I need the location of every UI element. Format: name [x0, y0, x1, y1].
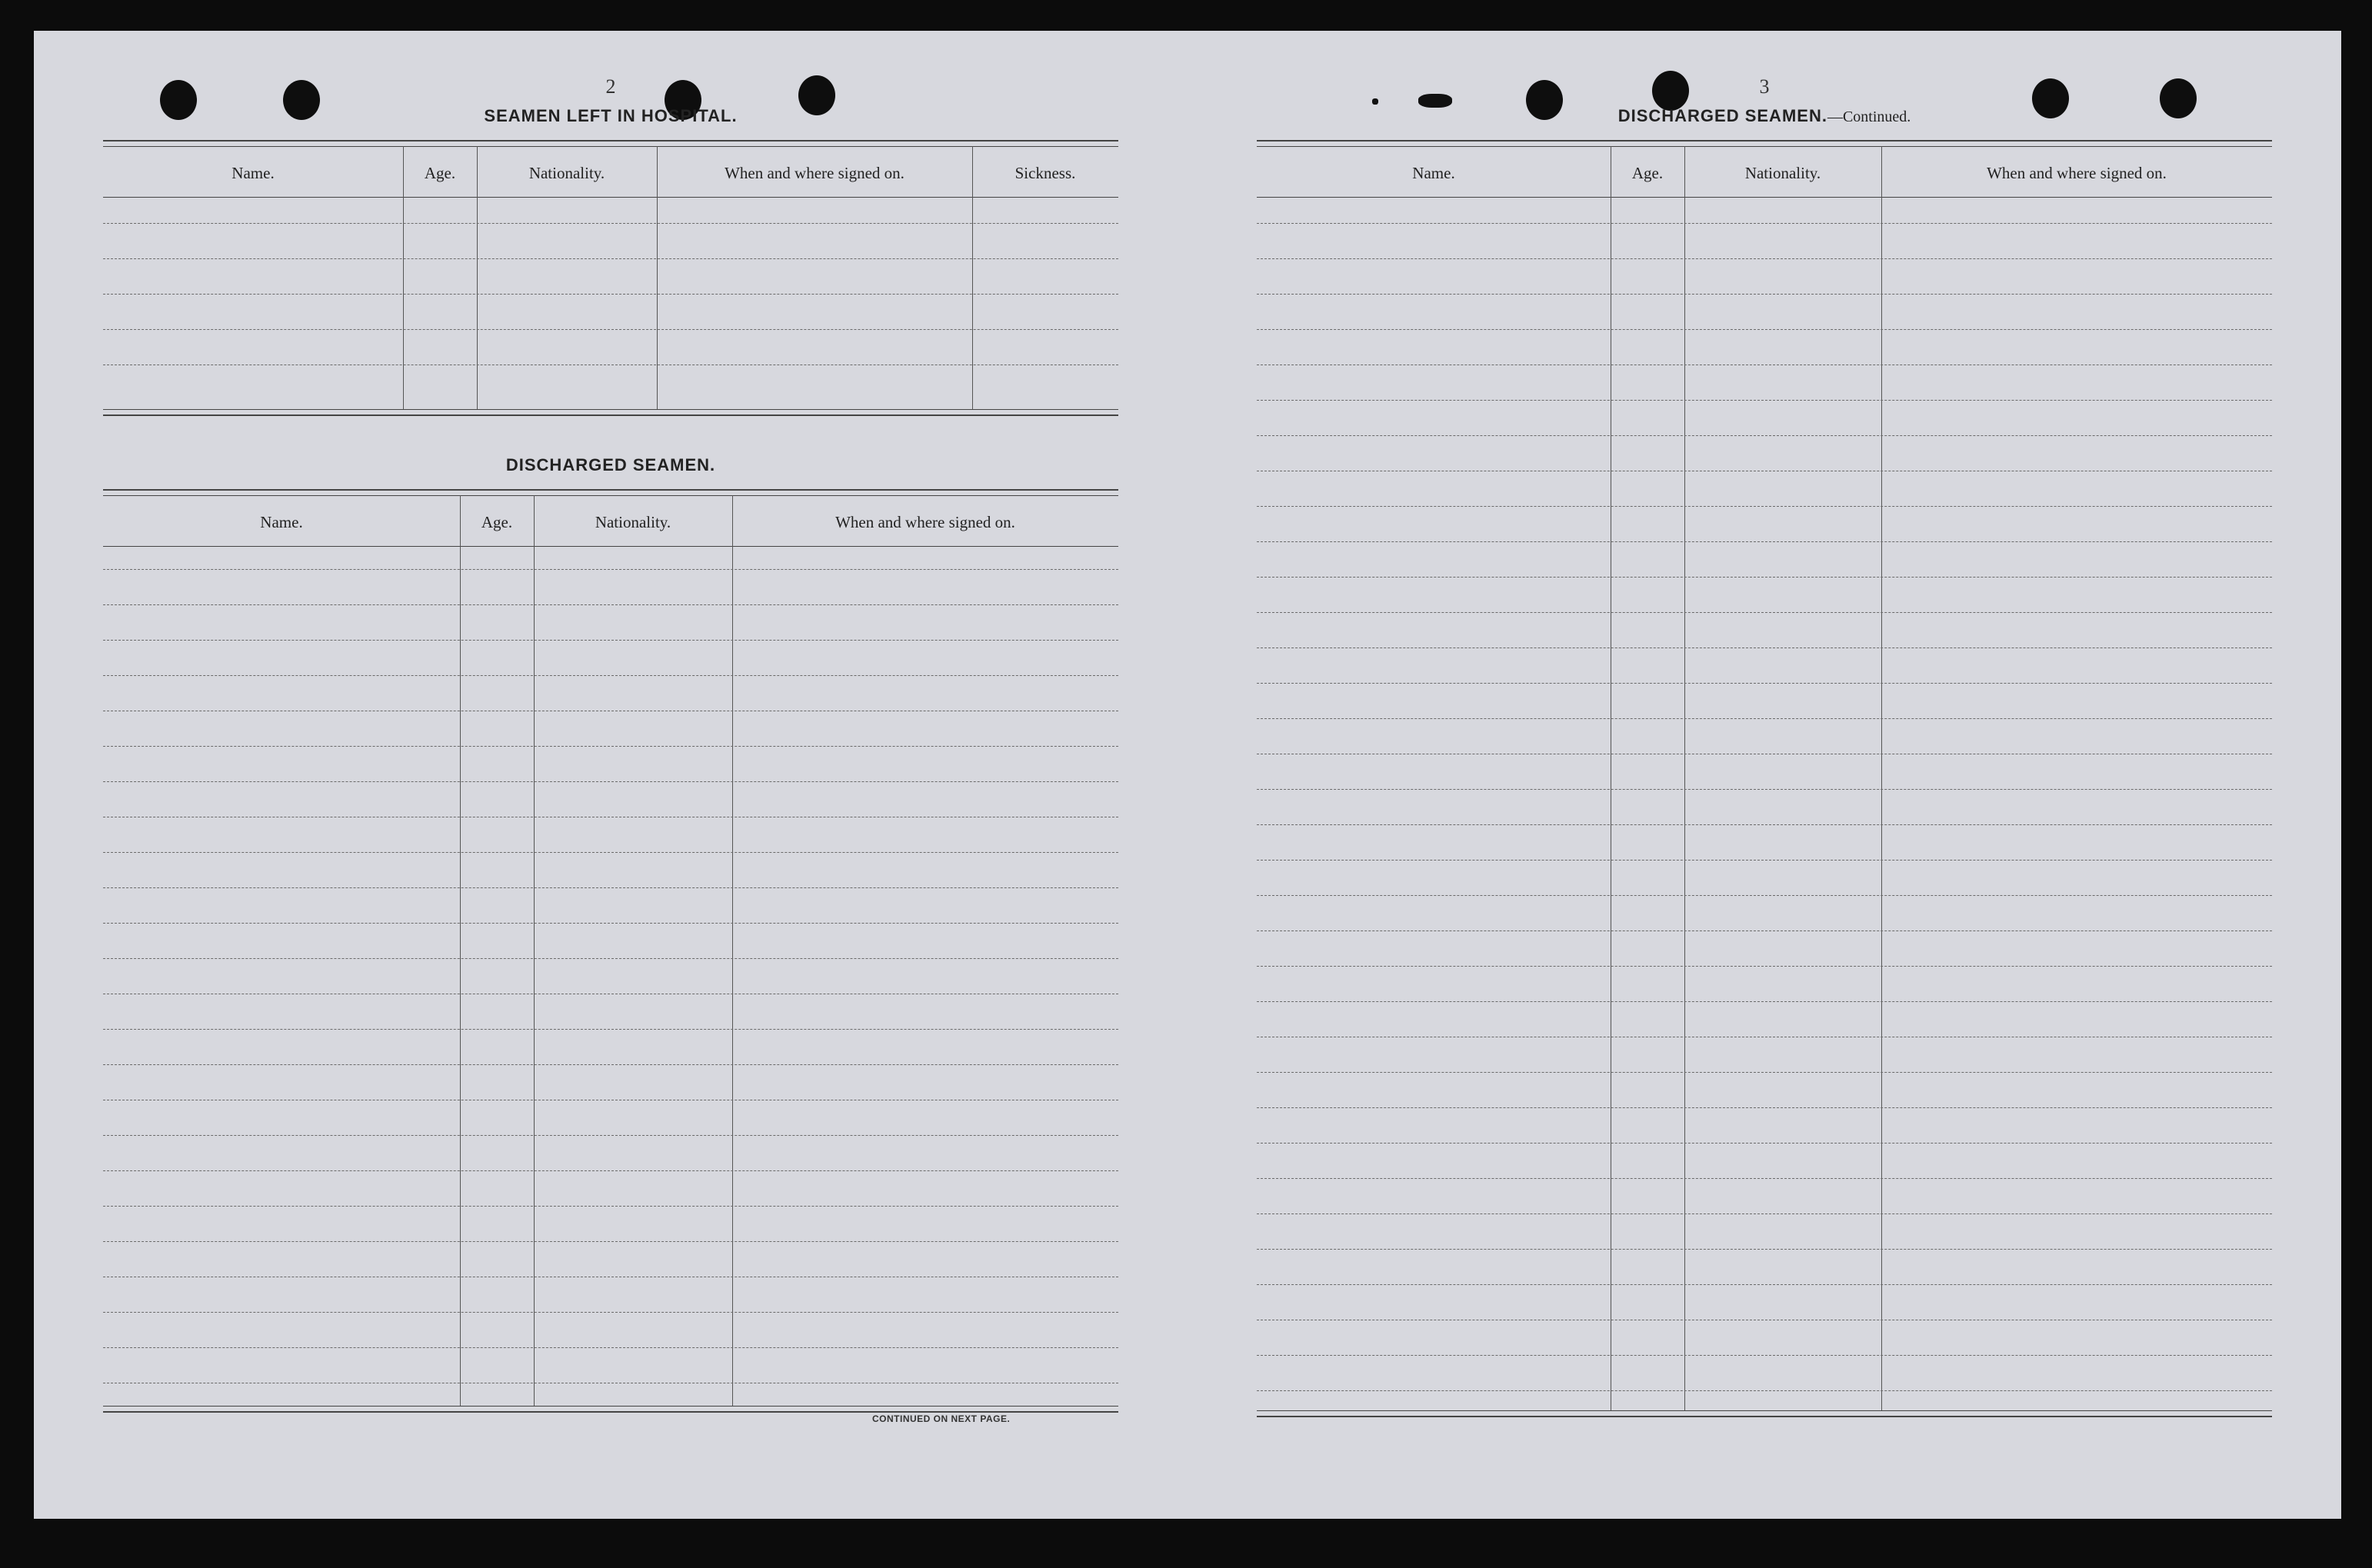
column-divider — [477, 146, 478, 409]
page-number: 2 — [605, 75, 616, 98]
entry-line — [1257, 1249, 2272, 1250]
discharged-continued-table — [1257, 140, 2272, 1447]
entry-line — [103, 923, 1118, 924]
entry-line — [103, 1241, 1118, 1242]
column-header-signed-on: When and where signed on. — [732, 498, 1118, 547]
entry-line — [103, 223, 1118, 224]
entry-line — [1257, 718, 2272, 719]
column-header-age: Age. — [460, 498, 534, 547]
table-top-rule — [103, 489, 1118, 496]
ledger-sheet — [34, 31, 2341, 1519]
entry-line — [1257, 1284, 2272, 1285]
entry-line — [1257, 506, 2272, 507]
entry-line — [1257, 294, 2272, 295]
entry-line — [1257, 860, 2272, 861]
right-page — [1257, 31, 2272, 1519]
table-top-rule — [1257, 140, 2272, 147]
left-page — [103, 31, 1118, 1519]
entry-line — [1257, 966, 2272, 967]
table-bottom-rule — [1257, 1410, 2272, 1417]
column-header-name: Name. — [1257, 149, 1611, 198]
column-header-nationality: Nationality. — [1684, 149, 1881, 198]
entry-line — [103, 294, 1118, 295]
entry-line — [1257, 1355, 2272, 1356]
entry-line — [1257, 329, 2272, 330]
entry-line — [1257, 258, 2272, 259]
column-divider — [1881, 146, 1882, 1410]
entry-line — [103, 887, 1118, 888]
column-header-name: Name. — [103, 149, 403, 198]
title-main: DISCHARGED SEAMEN. — [1617, 106, 1827, 125]
entry-line — [103, 569, 1118, 570]
entry-line — [103, 852, 1118, 853]
column-divider — [732, 495, 733, 1406]
discharged-continued-title — [1257, 106, 2272, 126]
hospital-table — [103, 140, 1118, 448]
column-divider — [534, 495, 535, 1406]
entry-line — [1257, 789, 2272, 790]
entry-line — [1257, 683, 2272, 684]
entry-line — [103, 675, 1118, 676]
entry-line — [103, 781, 1118, 782]
entry-line — [1257, 1390, 2272, 1391]
entry-line — [103, 1347, 1118, 1348]
discharged-section-title: DISCHARGED SEAMEN. — [505, 455, 716, 474]
column-divider — [972, 146, 973, 409]
entry-line — [103, 958, 1118, 959]
entry-line — [1257, 1213, 2272, 1214]
table-bottom-rule — [103, 409, 1118, 416]
column-header-signed-on: When and where signed on. — [1881, 149, 2272, 198]
column-header-age: Age. — [403, 149, 477, 198]
column-divider — [460, 495, 461, 1406]
table-bottom-rule — [103, 1406, 1118, 1413]
continued-note: CONTINUED ON NEXT PAGE. — [872, 1413, 1011, 1424]
entry-line — [1257, 1143, 2272, 1144]
entry-line — [103, 258, 1118, 259]
entry-line — [1257, 541, 2272, 542]
entry-line — [103, 1064, 1118, 1065]
table-top-rule — [103, 140, 1118, 147]
entry-line — [1257, 223, 2272, 224]
entry-line — [103, 604, 1118, 605]
column-header-signed-on: When and where signed on. — [657, 149, 972, 198]
entry-line — [103, 1135, 1118, 1136]
column-header-sickness: Sickness. — [972, 149, 1118, 198]
entry-line — [1257, 930, 2272, 931]
column-header-nationality: Nationality. — [477, 149, 657, 198]
entry-line — [103, 746, 1118, 747]
entry-line — [103, 1206, 1118, 1207]
entry-line — [1257, 1178, 2272, 1179]
entry-line — [1257, 1001, 2272, 1002]
entry-line — [1257, 400, 2272, 401]
page-number: 3 — [1759, 75, 1770, 98]
entry-line — [1257, 895, 2272, 896]
column-divider — [403, 146, 404, 409]
entry-line — [103, 1312, 1118, 1313]
column-header-age: Age. — [1611, 149, 1684, 198]
column-header-nationality: Nationality. — [534, 498, 732, 547]
column-divider — [657, 146, 658, 409]
entry-line — [1257, 1107, 2272, 1108]
discharged-table — [103, 489, 1118, 1443]
entry-line — [103, 1029, 1118, 1030]
entry-line — [1257, 577, 2272, 578]
entry-line — [103, 329, 1118, 330]
entry-line — [1257, 1072, 2272, 1073]
column-divider — [1684, 146, 1685, 1410]
entry-line — [1257, 612, 2272, 613]
entry-line — [1257, 824, 2272, 825]
entry-line — [103, 1170, 1118, 1171]
column-header-name: Name. — [103, 498, 460, 547]
hospital-section-title: SEAMEN LEFT IN HOSPITAL. — [484, 106, 738, 125]
title-sub: —Continued. — [1827, 108, 1911, 125]
entry-line — [1257, 435, 2272, 436]
entry-line — [103, 640, 1118, 641]
